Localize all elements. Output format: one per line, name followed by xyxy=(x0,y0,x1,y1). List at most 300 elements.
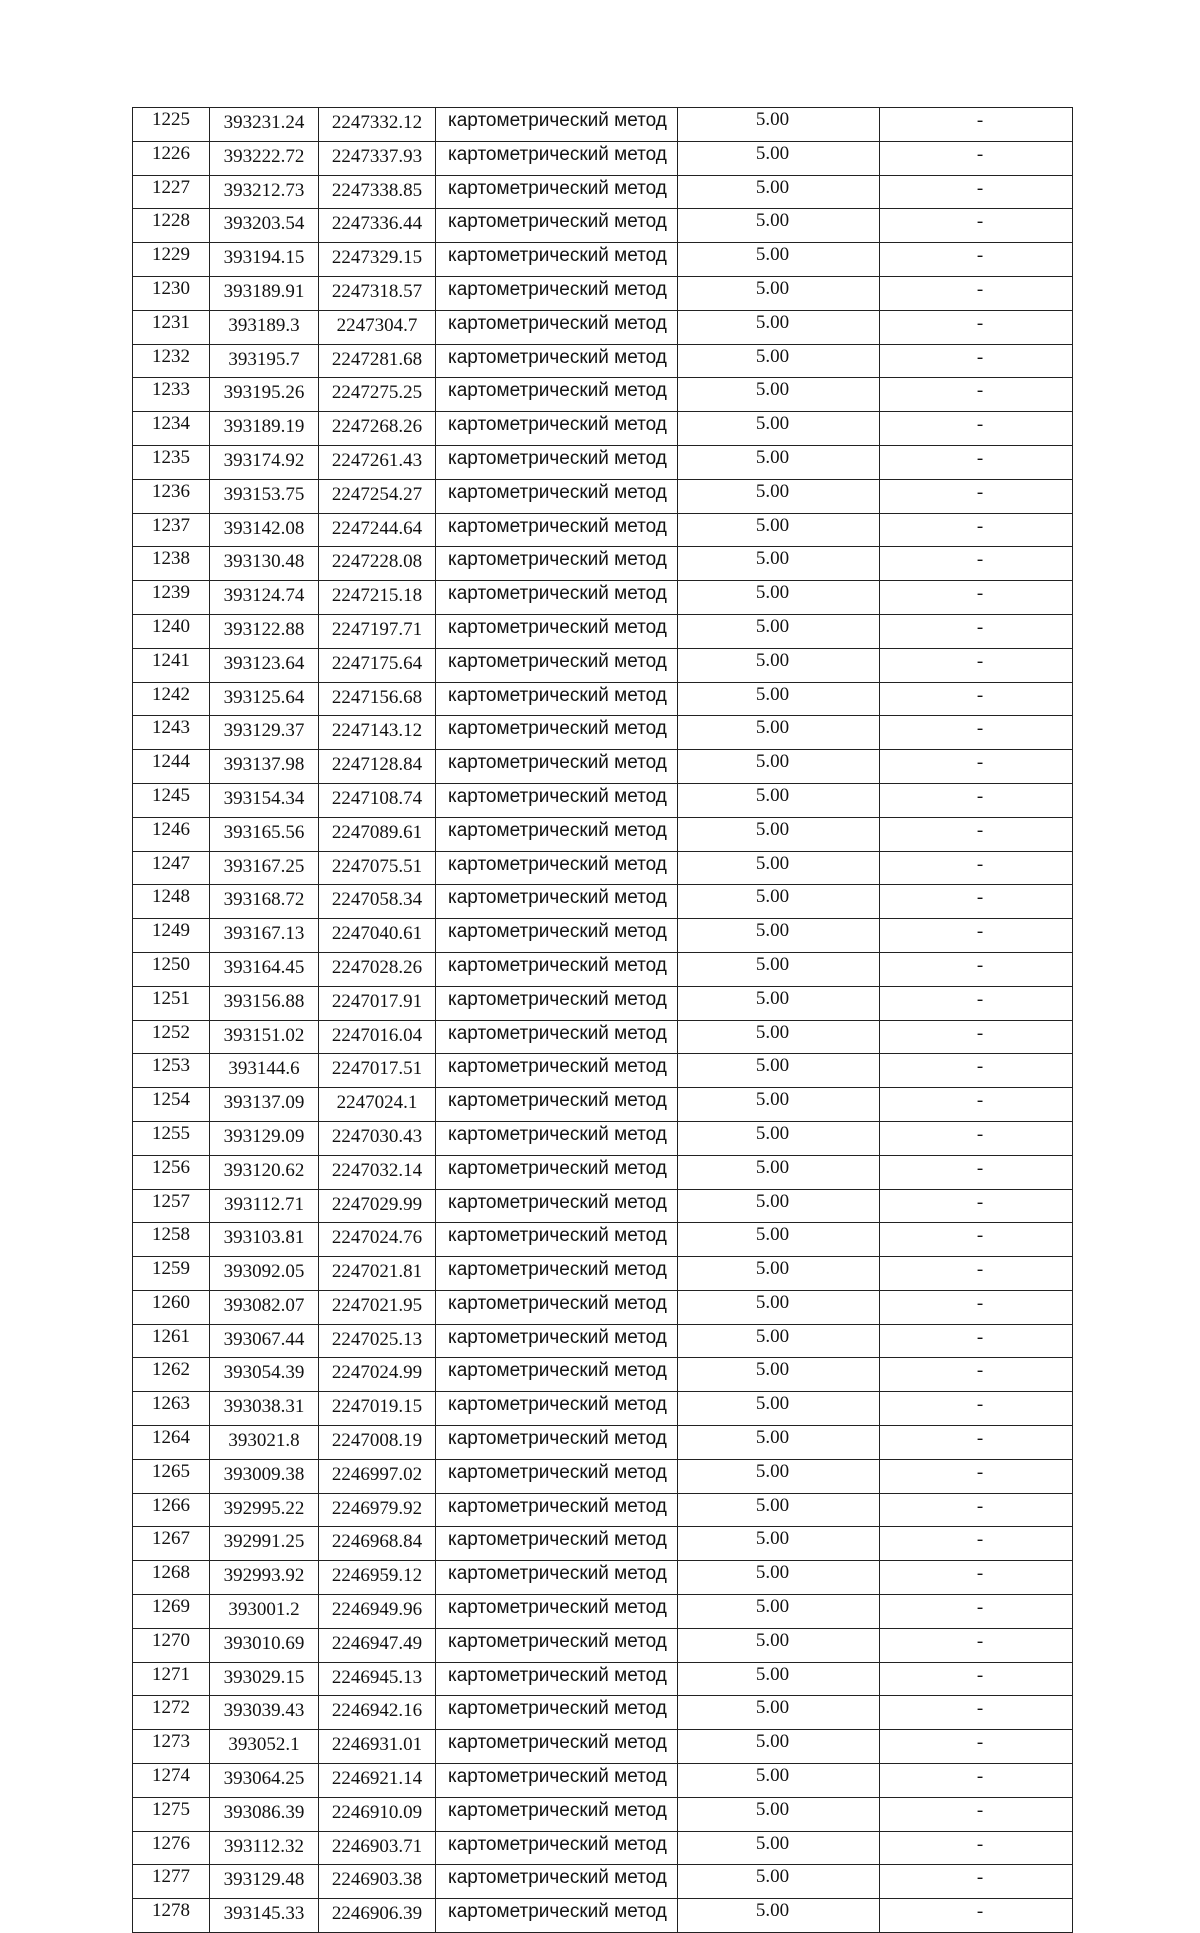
accuracy-cell: 5.00 xyxy=(678,276,880,310)
note-cell: - xyxy=(880,1696,1073,1730)
x-coordinate-cell: 393129.09 xyxy=(210,1121,319,1155)
point-number-cell: 1264 xyxy=(133,1426,210,1460)
accuracy-cell: 5.00 xyxy=(678,614,880,648)
x-coordinate-cell: 393112.32 xyxy=(210,1831,319,1865)
point-number-cell: 1260 xyxy=(133,1290,210,1324)
note-cell: - xyxy=(880,1764,1073,1798)
table-row xyxy=(133,851,1073,885)
accuracy-cell: 5.00 xyxy=(678,1358,880,1392)
accuracy-cell: 5.00 xyxy=(678,1797,880,1831)
table-row xyxy=(133,1155,1073,1189)
method-cell: картометрический метод xyxy=(436,1730,678,1764)
note-cell: - xyxy=(880,1865,1073,1899)
method-cell: картометрический метод xyxy=(436,1020,678,1054)
x-coordinate-cell: 393129.37 xyxy=(210,716,319,750)
method-cell: картометрический метод xyxy=(436,783,678,817)
note-cell: - xyxy=(880,648,1073,682)
point-number-cell: 1238 xyxy=(133,547,210,581)
y-coordinate-cell: 2247032.14 xyxy=(319,1155,436,1189)
accuracy-cell: 5.00 xyxy=(678,1493,880,1527)
accuracy-cell: 5.00 xyxy=(678,344,880,378)
method-cell: картометрический метод xyxy=(436,108,678,142)
y-coordinate-cell: 2247268.26 xyxy=(319,412,436,446)
x-coordinate-cell: 393124.74 xyxy=(210,581,319,615)
table-row xyxy=(133,885,1073,919)
method-cell: картометрический метод xyxy=(436,750,678,784)
x-coordinate-cell: 393222.72 xyxy=(210,141,319,175)
method-cell: картометрический метод xyxy=(436,682,678,716)
note-cell: - xyxy=(880,209,1073,243)
y-coordinate-cell: 2246942.16 xyxy=(319,1696,436,1730)
note-cell: - xyxy=(880,1324,1073,1358)
table-row xyxy=(133,1020,1073,1054)
note-cell: - xyxy=(880,783,1073,817)
method-cell: картометрический метод xyxy=(436,885,678,919)
method-cell: картометрический метод xyxy=(436,243,678,277)
table-row xyxy=(133,175,1073,209)
method-cell: картометрический метод xyxy=(436,648,678,682)
note-cell: - xyxy=(880,952,1073,986)
note-cell: - xyxy=(880,1020,1073,1054)
table-row xyxy=(133,547,1073,581)
x-coordinate-cell: 393195.7 xyxy=(210,344,319,378)
method-cell: картометрический метод xyxy=(436,1426,678,1460)
table-row xyxy=(133,276,1073,310)
x-coordinate-cell: 393212.73 xyxy=(210,175,319,209)
note-cell: - xyxy=(880,1628,1073,1662)
accuracy-cell: 5.00 xyxy=(678,1730,880,1764)
point-number-cell: 1235 xyxy=(133,445,210,479)
table-row xyxy=(133,513,1073,547)
accuracy-cell: 5.00 xyxy=(678,1662,880,1696)
point-number-cell: 1278 xyxy=(133,1899,210,1933)
y-coordinate-cell: 2246921.14 xyxy=(319,1764,436,1798)
note-cell: - xyxy=(880,276,1073,310)
table-row xyxy=(133,919,1073,953)
x-coordinate-cell: 393029.15 xyxy=(210,1662,319,1696)
table-row xyxy=(133,750,1073,784)
point-number-cell: 1262 xyxy=(133,1358,210,1392)
y-coordinate-cell: 2247337.93 xyxy=(319,141,436,175)
x-coordinate-cell: 393052.1 xyxy=(210,1730,319,1764)
table-row xyxy=(133,310,1073,344)
table-row xyxy=(133,1595,1073,1629)
x-coordinate-cell: 393194.15 xyxy=(210,243,319,277)
y-coordinate-cell: 2246968.84 xyxy=(319,1527,436,1561)
y-coordinate-cell: 2247261.43 xyxy=(319,445,436,479)
x-coordinate-cell: 393122.88 xyxy=(210,614,319,648)
point-number-cell: 1227 xyxy=(133,175,210,209)
note-cell: - xyxy=(880,1527,1073,1561)
point-number-cell: 1261 xyxy=(133,1324,210,1358)
x-coordinate-cell: 393167.13 xyxy=(210,919,319,953)
point-number-cell: 1237 xyxy=(133,513,210,547)
method-cell: картометрический метод xyxy=(436,1764,678,1798)
point-number-cell: 1255 xyxy=(133,1121,210,1155)
point-number-cell: 1252 xyxy=(133,1020,210,1054)
point-number-cell: 1263 xyxy=(133,1392,210,1426)
note-cell: - xyxy=(880,682,1073,716)
accuracy-cell: 5.00 xyxy=(678,1189,880,1223)
accuracy-cell: 5.00 xyxy=(678,513,880,547)
accuracy-cell: 5.00 xyxy=(678,243,880,277)
note-cell: - xyxy=(880,513,1073,547)
point-number-cell: 1234 xyxy=(133,412,210,446)
x-coordinate-cell: 393153.75 xyxy=(210,479,319,513)
accuracy-cell: 5.00 xyxy=(678,141,880,175)
x-coordinate-cell: 393151.02 xyxy=(210,1020,319,1054)
note-cell: - xyxy=(880,1223,1073,1257)
accuracy-cell: 5.00 xyxy=(678,1054,880,1088)
point-number-cell: 1240 xyxy=(133,614,210,648)
method-cell: картометрический метод xyxy=(436,1121,678,1155)
accuracy-cell: 5.00 xyxy=(678,885,880,919)
table-row xyxy=(133,716,1073,750)
table-row xyxy=(133,682,1073,716)
note-cell: - xyxy=(880,445,1073,479)
y-coordinate-cell: 2246910.09 xyxy=(319,1797,436,1831)
method-cell: картометрический метод xyxy=(436,1865,678,1899)
table-row xyxy=(133,817,1073,851)
point-number-cell: 1233 xyxy=(133,378,210,412)
x-coordinate-cell: 393167.25 xyxy=(210,851,319,885)
accuracy-cell: 5.00 xyxy=(678,1223,880,1257)
note-cell: - xyxy=(880,479,1073,513)
x-coordinate-cell: 393156.88 xyxy=(210,986,319,1020)
point-number-cell: 1248 xyxy=(133,885,210,919)
note-cell: - xyxy=(880,1831,1073,1865)
point-number-cell: 1239 xyxy=(133,581,210,615)
point-number-cell: 1232 xyxy=(133,344,210,378)
table-row xyxy=(133,1493,1073,1527)
table-row xyxy=(133,648,1073,682)
y-coordinate-cell: 2247215.18 xyxy=(319,581,436,615)
method-cell: картометрический метод xyxy=(436,1797,678,1831)
accuracy-cell: 5.00 xyxy=(678,682,880,716)
method-cell: картометрический метод xyxy=(436,716,678,750)
note-cell: - xyxy=(880,716,1073,750)
point-number-cell: 1269 xyxy=(133,1595,210,1629)
note-cell: - xyxy=(880,581,1073,615)
point-number-cell: 1268 xyxy=(133,1561,210,1595)
x-coordinate-cell: 393168.72 xyxy=(210,885,319,919)
note-cell: - xyxy=(880,851,1073,885)
note-cell: - xyxy=(880,1459,1073,1493)
method-cell: картометрический метод xyxy=(436,581,678,615)
x-coordinate-cell: 393142.08 xyxy=(210,513,319,547)
point-number-cell: 1225 xyxy=(133,108,210,142)
method-cell: картометрический метод xyxy=(436,412,678,446)
method-cell: картометрический метод xyxy=(436,1392,678,1426)
accuracy-cell: 5.00 xyxy=(678,1020,880,1054)
accuracy-cell: 5.00 xyxy=(678,817,880,851)
point-number-cell: 1242 xyxy=(133,682,210,716)
note-cell: - xyxy=(880,1392,1073,1426)
x-coordinate-cell: 393129.48 xyxy=(210,1865,319,1899)
accuracy-cell: 5.00 xyxy=(678,1865,880,1899)
y-coordinate-cell: 2246945.13 xyxy=(319,1662,436,1696)
method-cell: картометрический метод xyxy=(436,1493,678,1527)
point-number-cell: 1230 xyxy=(133,276,210,310)
point-number-cell: 1266 xyxy=(133,1493,210,1527)
accuracy-cell: 5.00 xyxy=(678,1290,880,1324)
accuracy-cell: 5.00 xyxy=(678,108,880,142)
x-coordinate-cell: 393145.33 xyxy=(210,1899,319,1933)
accuracy-cell: 5.00 xyxy=(678,1392,880,1426)
y-coordinate-cell: 2247254.27 xyxy=(319,479,436,513)
method-cell: картометрический метод xyxy=(436,919,678,953)
point-number-cell: 1226 xyxy=(133,141,210,175)
table-row xyxy=(133,1764,1073,1798)
point-number-cell: 1270 xyxy=(133,1628,210,1662)
y-coordinate-cell: 2247336.44 xyxy=(319,209,436,243)
point-number-cell: 1243 xyxy=(133,716,210,750)
point-number-cell: 1228 xyxy=(133,209,210,243)
table-row xyxy=(133,243,1073,277)
y-coordinate-cell: 2246949.96 xyxy=(319,1595,436,1629)
y-coordinate-cell: 2247197.71 xyxy=(319,614,436,648)
note-cell: - xyxy=(880,1730,1073,1764)
y-coordinate-cell: 2247024.1 xyxy=(319,1088,436,1122)
point-number-cell: 1259 xyxy=(133,1257,210,1291)
note-cell: - xyxy=(880,344,1073,378)
y-coordinate-cell: 2246959.12 xyxy=(319,1561,436,1595)
table-row xyxy=(133,1628,1073,1662)
x-coordinate-cell: 393154.34 xyxy=(210,783,319,817)
x-coordinate-cell: 393231.24 xyxy=(210,108,319,142)
accuracy-cell: 5.00 xyxy=(678,378,880,412)
point-number-cell: 1251 xyxy=(133,986,210,1020)
method-cell: картометрический метод xyxy=(436,1088,678,1122)
accuracy-cell: 5.00 xyxy=(678,716,880,750)
point-number-cell: 1250 xyxy=(133,952,210,986)
note-cell: - xyxy=(880,1561,1073,1595)
table-row xyxy=(133,1121,1073,1155)
y-coordinate-cell: 2247021.95 xyxy=(319,1290,436,1324)
point-number-cell: 1275 xyxy=(133,1797,210,1831)
x-coordinate-cell: 393009.38 xyxy=(210,1459,319,1493)
method-cell: картометрический метод xyxy=(436,1628,678,1662)
method-cell: картометрический метод xyxy=(436,209,678,243)
y-coordinate-cell: 2247244.64 xyxy=(319,513,436,547)
y-coordinate-cell: 2247028.26 xyxy=(319,952,436,986)
table-row xyxy=(133,479,1073,513)
x-coordinate-cell: 393092.05 xyxy=(210,1257,319,1291)
method-cell: картометрический метод xyxy=(436,1459,678,1493)
table-row xyxy=(133,1054,1073,1088)
x-coordinate-cell: 393039.43 xyxy=(210,1696,319,1730)
x-coordinate-cell: 393038.31 xyxy=(210,1392,319,1426)
table-row xyxy=(133,1358,1073,1392)
point-number-cell: 1231 xyxy=(133,310,210,344)
x-coordinate-cell: 393137.09 xyxy=(210,1088,319,1122)
y-coordinate-cell: 2247318.57 xyxy=(319,276,436,310)
accuracy-cell: 5.00 xyxy=(678,986,880,1020)
accuracy-cell: 5.00 xyxy=(678,1831,880,1865)
note-cell: - xyxy=(880,547,1073,581)
method-cell: картометрический метод xyxy=(436,276,678,310)
x-coordinate-cell: 393164.45 xyxy=(210,952,319,986)
note-cell: - xyxy=(880,614,1073,648)
y-coordinate-cell: 2247128.84 xyxy=(319,750,436,784)
y-coordinate-cell: 2247281.68 xyxy=(319,344,436,378)
note-cell: - xyxy=(880,1257,1073,1291)
accuracy-cell: 5.00 xyxy=(678,209,880,243)
accuracy-cell: 5.00 xyxy=(678,1764,880,1798)
y-coordinate-cell: 2247108.74 xyxy=(319,783,436,817)
x-coordinate-cell: 393125.64 xyxy=(210,682,319,716)
y-coordinate-cell: 2247030.43 xyxy=(319,1121,436,1155)
accuracy-cell: 5.00 xyxy=(678,1527,880,1561)
x-coordinate-cell: 393082.07 xyxy=(210,1290,319,1324)
note-cell: - xyxy=(880,817,1073,851)
x-coordinate-cell: 393086.39 xyxy=(210,1797,319,1831)
table-row xyxy=(133,1730,1073,1764)
method-cell: картометрический метод xyxy=(436,1189,678,1223)
method-cell: картометрический метод xyxy=(436,547,678,581)
method-cell: картометрический метод xyxy=(436,1358,678,1392)
table-row xyxy=(133,108,1073,142)
method-cell: картометрический метод xyxy=(436,175,678,209)
method-cell: картометрический метод xyxy=(436,1696,678,1730)
point-number-cell: 1265 xyxy=(133,1459,210,1493)
note-cell: - xyxy=(880,378,1073,412)
table-row xyxy=(133,614,1073,648)
y-coordinate-cell: 2247016.04 xyxy=(319,1020,436,1054)
y-coordinate-cell: 2247040.61 xyxy=(319,919,436,953)
table-row xyxy=(133,1797,1073,1831)
method-cell: картометрический метод xyxy=(436,614,678,648)
method-cell: картометрический метод xyxy=(436,141,678,175)
y-coordinate-cell: 2247304.7 xyxy=(319,310,436,344)
note-cell: - xyxy=(880,1054,1073,1088)
table-row xyxy=(133,1223,1073,1257)
x-coordinate-cell: 392995.22 xyxy=(210,1493,319,1527)
y-coordinate-cell: 2247058.34 xyxy=(319,885,436,919)
table-row xyxy=(133,1459,1073,1493)
point-number-cell: 1272 xyxy=(133,1696,210,1730)
table-row xyxy=(133,986,1073,1020)
table-row xyxy=(133,1426,1073,1460)
point-number-cell: 1254 xyxy=(133,1088,210,1122)
x-coordinate-cell: 393137.98 xyxy=(210,750,319,784)
x-coordinate-cell: 393195.26 xyxy=(210,378,319,412)
accuracy-cell: 5.00 xyxy=(678,1561,880,1595)
note-cell: - xyxy=(880,1088,1073,1122)
method-cell: картометрический метод xyxy=(436,1899,678,1933)
y-coordinate-cell: 2247143.12 xyxy=(319,716,436,750)
y-coordinate-cell: 2247017.51 xyxy=(319,1054,436,1088)
point-number-cell: 1256 xyxy=(133,1155,210,1189)
point-number-cell: 1276 xyxy=(133,1831,210,1865)
note-cell: - xyxy=(880,750,1073,784)
method-cell: картометрический метод xyxy=(436,1662,678,1696)
table-row xyxy=(133,1290,1073,1324)
y-coordinate-cell: 2247024.76 xyxy=(319,1223,436,1257)
method-cell: картометрический метод xyxy=(436,986,678,1020)
accuracy-cell: 5.00 xyxy=(678,919,880,953)
note-cell: - xyxy=(880,1493,1073,1527)
note-cell: - xyxy=(880,1155,1073,1189)
table-row xyxy=(133,1527,1073,1561)
method-cell: картометрический метод xyxy=(436,1324,678,1358)
table-row xyxy=(133,445,1073,479)
table-row xyxy=(133,141,1073,175)
method-cell: картометрический метод xyxy=(436,344,678,378)
y-coordinate-cell: 2246997.02 xyxy=(319,1459,436,1493)
table-row xyxy=(133,1324,1073,1358)
x-coordinate-cell: 393054.39 xyxy=(210,1358,319,1392)
accuracy-cell: 5.00 xyxy=(678,479,880,513)
y-coordinate-cell: 2247329.15 xyxy=(319,243,436,277)
table-row xyxy=(133,378,1073,412)
table-row xyxy=(133,581,1073,615)
note-cell: - xyxy=(880,919,1073,953)
point-number-cell: 1249 xyxy=(133,919,210,953)
accuracy-cell: 5.00 xyxy=(678,1426,880,1460)
y-coordinate-cell: 2247025.13 xyxy=(319,1324,436,1358)
x-coordinate-cell: 393120.62 xyxy=(210,1155,319,1189)
method-cell: картометрический метод xyxy=(436,445,678,479)
y-coordinate-cell: 2246931.01 xyxy=(319,1730,436,1764)
y-coordinate-cell: 2246906.39 xyxy=(319,1899,436,1933)
accuracy-cell: 5.00 xyxy=(678,412,880,446)
note-cell: - xyxy=(880,986,1073,1020)
table-row xyxy=(133,1696,1073,1730)
y-coordinate-cell: 2247019.15 xyxy=(319,1392,436,1426)
method-cell: картометрический метод xyxy=(436,1054,678,1088)
y-coordinate-cell: 2247017.91 xyxy=(319,986,436,1020)
y-coordinate-cell: 2247228.08 xyxy=(319,547,436,581)
method-cell: картометрический метод xyxy=(436,1223,678,1257)
method-cell: картометрический метод xyxy=(436,817,678,851)
x-coordinate-cell: 393123.64 xyxy=(210,648,319,682)
y-coordinate-cell: 2247338.85 xyxy=(319,175,436,209)
note-cell: - xyxy=(880,1426,1073,1460)
point-number-cell: 1229 xyxy=(133,243,210,277)
point-number-cell: 1241 xyxy=(133,648,210,682)
table-row xyxy=(133,412,1073,446)
table-row xyxy=(133,1257,1073,1291)
table-row xyxy=(133,1831,1073,1865)
x-coordinate-cell: 393189.3 xyxy=(210,310,319,344)
accuracy-cell: 5.00 xyxy=(678,310,880,344)
x-coordinate-cell: 393001.2 xyxy=(210,1595,319,1629)
accuracy-cell: 5.00 xyxy=(678,1459,880,1493)
table-row xyxy=(133,1662,1073,1696)
accuracy-cell: 5.00 xyxy=(678,175,880,209)
x-coordinate-cell: 393010.69 xyxy=(210,1628,319,1662)
x-coordinate-cell: 393144.6 xyxy=(210,1054,319,1088)
accuracy-cell: 5.00 xyxy=(678,581,880,615)
method-cell: картометрический метод xyxy=(436,1527,678,1561)
accuracy-cell: 5.00 xyxy=(678,648,880,682)
method-cell: картометрический метод xyxy=(436,1595,678,1629)
x-coordinate-cell: 392991.25 xyxy=(210,1527,319,1561)
note-cell: - xyxy=(880,243,1073,277)
method-cell: картометрический метод xyxy=(436,1831,678,1865)
accuracy-cell: 5.00 xyxy=(678,1899,880,1933)
x-coordinate-cell: 393189.91 xyxy=(210,276,319,310)
note-cell: - xyxy=(880,175,1073,209)
accuracy-cell: 5.00 xyxy=(678,1121,880,1155)
accuracy-cell: 5.00 xyxy=(678,445,880,479)
table-row xyxy=(133,344,1073,378)
y-coordinate-cell: 2247175.64 xyxy=(319,648,436,682)
table-body xyxy=(133,108,1073,1933)
x-coordinate-cell: 392993.92 xyxy=(210,1561,319,1595)
x-coordinate-cell: 393189.19 xyxy=(210,412,319,446)
